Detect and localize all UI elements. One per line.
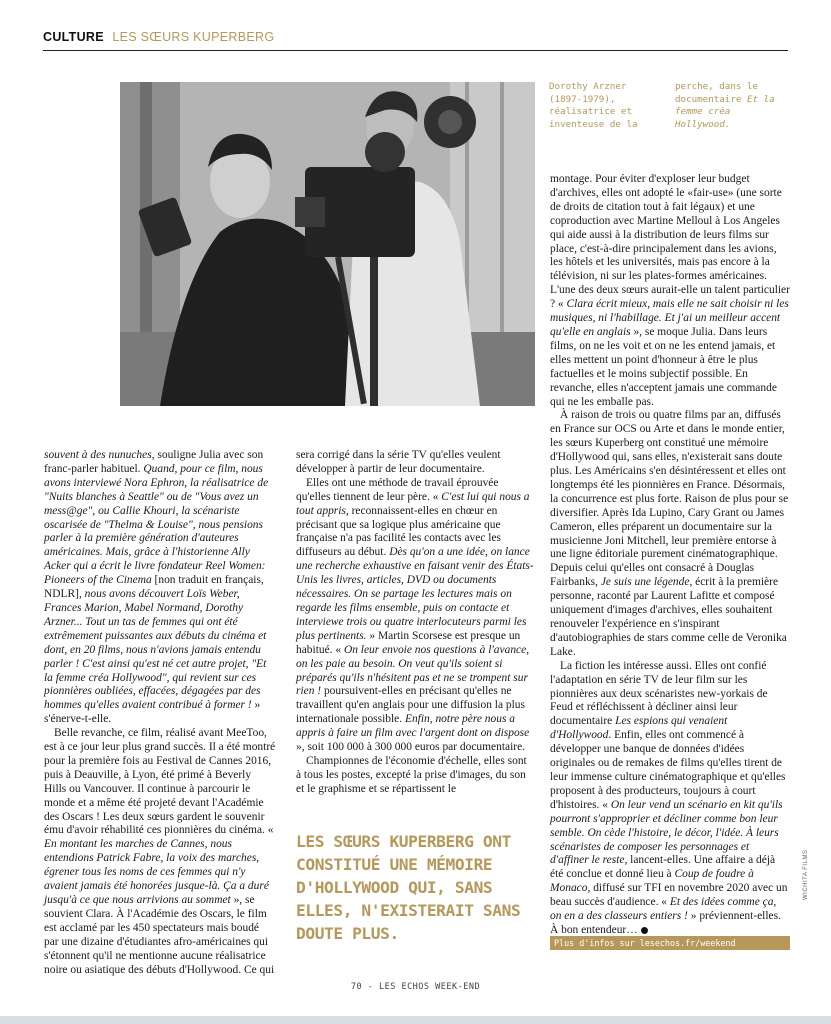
paragraph: montage. Pour éviter d'exploser leur budget d'archives, elles ont adopté le «fair-use» (une sorte de droits de citation tout à fait légaux) et une coproduction avec Martine Melloul à Los Angeles qui aide aussi à la distribution de leurs films sur place, c'est-à-dire principalement dans les avions, les hôtels et les universités, mais pas encore à la télévision, ni sur les plates-formes américaines. L'une des deux sœurs aurait-elle un talent particulier ? « Clara écrit mieux, mais elle ne sait choisir ni les musiques, ni l'habillage. Et j'ai un meilleur accent qu'elle en anglais », se moque Julia. Dans leurs films, on ne les voit et on ne les entend jamais, et elles mettent un point d'honneur à être le plus factuelles et le moins subjectif possible. En revanche, elles n'acceptent jamais une commande qui ne les emballe pas. (550, 173, 790, 408)
paragraph: sera corrigé dans la série TV qu'elles veulent développer à partir de leur documentaire. (296, 449, 501, 475)
photo-caption (549, 81, 775, 131)
viewer-bottom-bar (0, 1016, 831, 1024)
article-subject: LES SŒURS KUPERBERG (112, 30, 275, 44)
caption-film-title: Et la femme créa Hollywood. (675, 93, 775, 130)
pull-quote: LES SŒURS KUPERBERG ONT CONSTITUÉ UNE MÉMOIRE D'HOLLYWOOD QUI, SANS ELLES, N'EXISTERAIT SANS DOUTE PLUS. (296, 832, 521, 943)
section-label: CULTURE (43, 30, 104, 44)
end-mark-icon (641, 927, 648, 934)
paragraph: Championnes de l'économie d'échelle, elles sont à tous les postes, excepté la prise d'images, du son et le graphisme et se répartissent le (296, 754, 527, 795)
archive-photo (120, 82, 535, 406)
column-3 (550, 173, 790, 938)
paragraph (550, 660, 790, 938)
caption-left: Dorothy Arzner (1897-1979), réalisatrice et inventeuse de la (549, 81, 638, 130)
page-folio: 70 - LES ECHOS WEEK-END (350, 982, 481, 992)
photo-credit: WICHITA FILMS (803, 849, 809, 900)
caption-right-text: perche, dans le documentaire (675, 81, 758, 105)
caption-right (675, 81, 775, 131)
paragraph: Belle revanche, ce film, réalisé avant MeeToo, est à ce jour leur plus grand succès. Il a été montré pour la première fois au Festival de Cannes 2016, puis à Deauville, à Lyon, été primé à Beverly Hills ou Vancouver. Il continue à parcourir le monde et a même été projeté devant l'Académie des Oscars ! Les deux sœurs gardent le souvenir ému d'avoir réhabilité ces pionnières du cinéma. « En montant les marches de Cannes, nous entendions Patrick Fabre, la voix des marches, égrener tous les noms de ces femmes qui n'y avaient jamais été honorées jusque-là. Ça a duré jusqu'à ce que nous arrivions au sommet », se souvient Clara. À l'Académie des Oscars, le film est acclamé par les 450 spectateurs mais boudé par une dizaine d'étudiantes afro-américaines qui s'étonnent qu'il ne mentionne aucune réalisatrice noire ou asiatique des débuts d'Hollywood. Ce qui (44, 727, 276, 976)
column-1 (44, 449, 276, 977)
paragraph-text: La fiction les intéresse aussi. Elles ont confié l'adaptation en série TV de leur film sur les pionnières aux deux scénaristes new-yorkais de Feud et réfléchissent à décliner ainsi leur documentaire Les espions qui venaient d'Hollywood. Enfin, elles ont commencé à développer une banque de données d'idées originales ou de remakes de films qu'elles tirent de leur immense culture cinématographique et qu'elles proposent à des producteurs, toujours à court d'histoires. « On leur vend un scénario en kit qu'ils pourront s'approprier et décliner comme bon leur semble. On cède l'histoire, le décor, l'idée. À leurs scénaristes de composer les personnages et d'affiner le reste, lancent-elles. Une affaire a déjà été conclue et donné lieu à Coup de foudre à Monaco, diffusé sur TFI en novembre 2020 avec un beau succès d'audience. « Et des idées comme ça, on en a des classeurs entiers ! » préviennent-elles. À bon entendeur… (550, 659, 788, 936)
paragraph: Elles ont une méthode de travail éprouvée qu'elles tiennent de leur père. « C'est lui qui nous a tout appris, reconnaissent-elles en chœur en précisant que sa logique plus américaine que française n'a pas facilité les contacts avec les diffuseurs au début. Dès qu'on a une idée, on lance une recherche exhaustive en faisant venir des États-Unis les livres, articles, DVD ou documents nécessaires. On se partage les lectures mais on regarde les films ensemble, puis on contacte et interviewe trois ou quatre interlocuteurs parmi les plus pertinents. » Martin Scorsese est presque un habitué. « On leur envoie nos questions à l'avance, on les paie au besoin. On veut qu'ils soient si préparés qu'ils n'hésitent pas et ne se trompent sur rien ! poursuivent-elles en précisant qu'elles ne travaillent qu'en anglais pour une diffusion la plus internationale possible. Enfin, notre père nous a appris à faire un film avec l'argent dont on dispose », soit 100 000 à 300 000 euros par documentaire. (296, 476, 534, 754)
paragraph: À raison de trois ou quatre films par an, diffusés en France sur OCS ou Arte et dans le monde entier, les sœurs Kuperberg ont constitué une mémoire d'Hollywood qui, sans elles, n'existerait sans doute plus. Les Américains s'en désintéressent et elles ont longtemps été les pionnières en France. Désormais, la concurrence est plus forte. Raison de plus pour se diversifier. Après Ida Lupino, Cary Grant ou James Cameron, elles préparent un documentaire sur la musicienne Joni Mitchell, leur première entorse à une ligne éditoriale purement cinématographique. Depuis celui qu'elles ont consacré à Douglas Fairbanks, Je suis une légende, écrit à la première personne, raconté par Laurent Lafitte et composé uniquement d'images d'archives, elles souhaitent renouveler l'expérience en s'inspirant d'autobiographies de stars comme celle de Veronika Lake. (550, 409, 789, 658)
page-header (43, 28, 788, 51)
more-info-link[interactable]: Plus d'infos sur lesechos.fr/weekend (550, 936, 790, 950)
column-2 (296, 449, 534, 797)
paragraph: souvent à des nunuches, souligne Julia avec son franc-parler habituel. Quand, pour ce film, nous avons interviewé Nora Ephron, la réalisatrice de "Nuits blanches à Seattle" ou de "Vous avez un mess@ge", ou Callie Khouri, la scénariste oscarisée de "Thelma & Louise", nous pensions parler à la première génération d'auteures américaines. Mais, grâce à l'historienne Ally Acker qui a écrit le livre fondateur Reel Women: Pioneers of the Cinema [non traduit en français, NDLR], nous avons découvert Loïs Weber, Frances Marion, Mabel Normand, Dorothy Arzner... Tout un tas de femmes qui ont été extrêmement puissantes aux débuts du cinéma et dont, en 20 films, nous n'avions jamais entendu parler ! C'est ainsi qu'est né cet autre projet, "Et la femme créa Hollywood", qui revient sur ces pionnières oubliées, effacées, dégagées par des hommes qu'elles avaient contribué à former ! » s'énerve-t-elle. (44, 449, 269, 726)
